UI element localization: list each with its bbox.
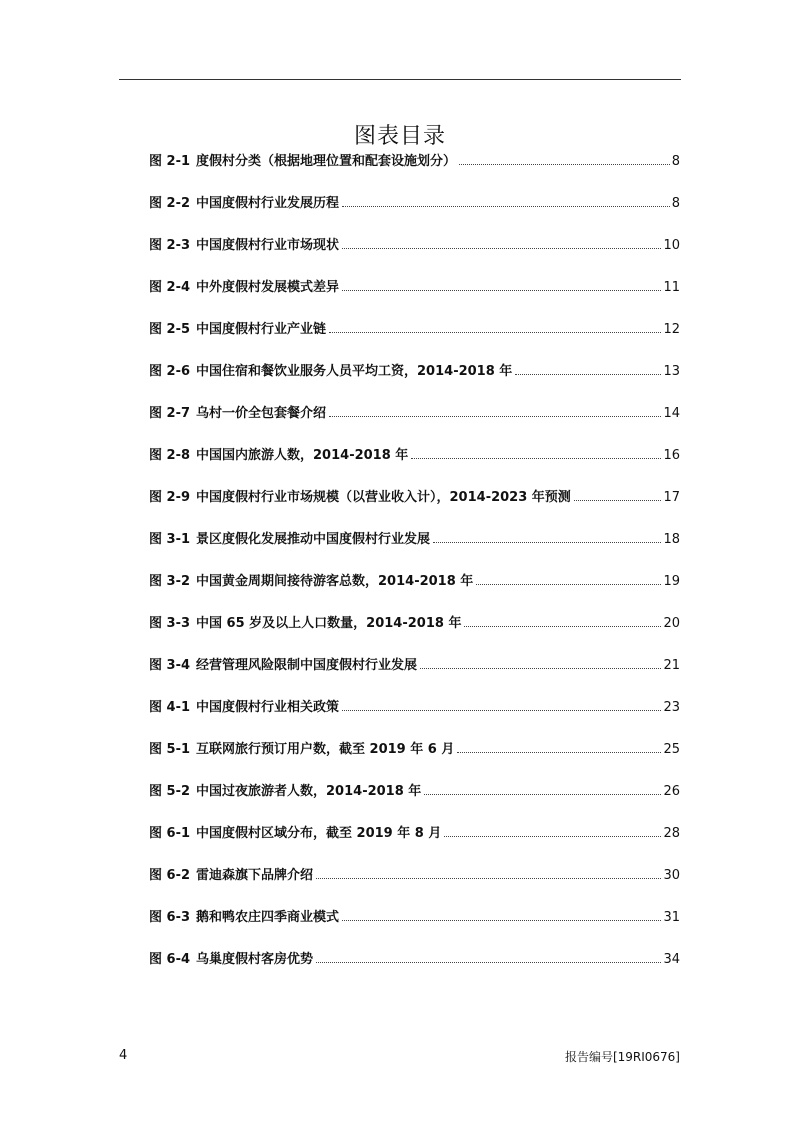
toc-entry-page: 30: [663, 868, 680, 883]
toc-entry-number: 图 2-9: [149, 490, 191, 505]
toc-entry-page: 12: [663, 322, 680, 337]
toc-entry-page: 31: [663, 910, 680, 925]
toc-leader-dots: [316, 948, 661, 963]
toc-entry-title: 中国度假村行业市场规模（以营业收入计），2014-2023 年预测: [196, 490, 571, 505]
toc-leader-dots: [433, 528, 661, 543]
toc-entry-title: 雷迪森旗下品牌介绍: [196, 868, 314, 883]
toc-leader-dots: [342, 276, 661, 291]
page-title: 图表目录: [353, 123, 446, 149]
toc-entry-title: 中国度假村行业发展历程: [196, 196, 340, 211]
toc-entry-label: [149, 824, 441, 844]
toc-leader-dots: [457, 738, 661, 753]
toc-entry[interactable]: [149, 486, 680, 528]
footer-page-number: 4: [119, 1048, 128, 1063]
toc-entry[interactable]: [149, 654, 680, 696]
toc-entry-title: 中国 65 岁及以上人口数量，2014-2018 年: [196, 616, 462, 631]
toc-entry-label: [149, 572, 473, 592]
toc-leader-dots: [420, 654, 661, 669]
toc-entry-label: [149, 236, 339, 256]
toc-entry-page: 16: [663, 448, 680, 463]
toc-entry-number: 图 2-5: [149, 322, 191, 337]
toc-entry-title: 中国黄金周期间接待游客总数，2014-2018 年: [196, 574, 474, 589]
toc-entry-title: 乌村一价全包套餐介绍: [196, 406, 327, 421]
toc-entry-label: [149, 908, 339, 928]
toc-leader-dots: [329, 402, 661, 417]
toc-leader-dots: [515, 360, 661, 375]
toc-entry-number: 图 6-1: [149, 826, 191, 841]
toc-entry-number: 图 6-3: [149, 910, 191, 925]
toc-entry-label: [149, 740, 454, 760]
toc-entry[interactable]: [149, 906, 680, 948]
toc-leader-dots: [329, 318, 661, 333]
toc-entry-number: 图 5-1: [149, 742, 191, 757]
toc-entry-page: 13: [663, 364, 680, 379]
toc-entry[interactable]: [149, 276, 680, 318]
footer-report-id: 报告编号[19RI0676]: [564, 1050, 680, 1064]
toc-entry-number: 图 2-3: [149, 238, 191, 253]
toc-entry-title: 互联网旅行预订用户数，截至 2019 年 6 月: [196, 742, 455, 757]
toc-leader-dots: [444, 822, 661, 837]
toc-leader-dots: [342, 234, 661, 249]
figure-index-list: [149, 150, 680, 990]
toc-entry[interactable]: [149, 612, 680, 654]
toc-entry-label: [149, 782, 421, 802]
toc-entry-page: 34: [663, 952, 680, 967]
toc-entry-page: 25: [663, 742, 680, 757]
toc-entry-page: 19: [663, 574, 680, 589]
toc-entry-label: [149, 614, 461, 634]
toc-entry-title: 中国国内旅游人数，2014-2018 年: [196, 448, 409, 463]
toc-entry-label: [149, 698, 339, 718]
toc-entry-label: [149, 194, 339, 214]
toc-entry-page: 11: [663, 280, 680, 295]
toc-leader-dots: [464, 612, 661, 627]
toc-entry-number: 图 5-2: [149, 784, 191, 799]
toc-entry-number: 图 4-1: [149, 700, 191, 715]
toc-entry-page: 18: [663, 532, 680, 547]
toc-entry-label: [149, 656, 417, 676]
toc-entry-page: 26: [663, 784, 680, 799]
toc-leader-dots: [342, 906, 661, 921]
toc-entry-page: 17: [663, 490, 680, 505]
toc-entry-label: [149, 866, 313, 886]
toc-entry[interactable]: [149, 318, 680, 360]
toc-entry[interactable]: [149, 528, 680, 570]
toc-entry[interactable]: [149, 192, 680, 234]
toc-entry-label: [149, 278, 339, 298]
toc-entry-title: 景区度假化发展推动中国度假村行业发展: [196, 532, 431, 547]
toc-entry-page: 8: [671, 196, 680, 211]
toc-entry-label: [149, 950, 313, 970]
toc-entry-title: 中国度假村行业市场现状: [196, 238, 340, 253]
toc-entry[interactable]: [149, 150, 680, 192]
toc-entry-number: 图 3-4: [149, 658, 191, 673]
toc-entry-title: 中国度假村行业相关政策: [196, 700, 340, 715]
toc-entry-title: 鹅和鸭农庄四季商业模式: [196, 910, 340, 925]
toc-entry-page: 23: [663, 700, 680, 715]
toc-leader-dots: [459, 150, 670, 165]
toc-leader-dots: [476, 570, 661, 585]
toc-entry-page: 21: [663, 658, 680, 673]
toc-entry-number: 图 3-1: [149, 532, 191, 547]
toc-entry-title: 度假村分类（根据地理位置和配套设施划分）: [196, 154, 457, 169]
toc-entry-title: 中国住宿和餐饮业服务人员平均工资，2014-2018 年: [196, 364, 513, 379]
toc-entry-number: 图 3-2: [149, 574, 191, 589]
toc-entry-title: 中国度假村区域分布，截至 2019 年 8 月: [196, 826, 442, 841]
toc-entry[interactable]: [149, 360, 680, 402]
header-rule: [119, 79, 681, 80]
toc-entry-number: 图 2-2: [149, 196, 191, 211]
toc-entry[interactable]: [149, 780, 680, 822]
toc-leader-dots: [424, 780, 661, 795]
toc-entry[interactable]: [149, 822, 680, 864]
toc-entry-title: 中国过夜旅游者人数，2014-2018 年: [196, 784, 422, 799]
toc-entry-label: [149, 488, 571, 508]
toc-leader-dots: [342, 696, 661, 711]
toc-entry-number: 图 3-3: [149, 616, 191, 631]
toc-entry[interactable]: [149, 444, 680, 486]
toc-entry-title: 乌巢度假村客房优势: [196, 952, 314, 967]
toc-entry-page: 10: [663, 238, 680, 253]
toc-entry-label: [149, 320, 326, 340]
toc-entry-number: 图 2-6: [149, 364, 191, 379]
toc-leader-dots: [342, 192, 670, 207]
toc-entry-number: 图 2-7: [149, 406, 191, 421]
toc-entry[interactable]: [149, 570, 680, 612]
toc-leader-dots: [574, 486, 662, 501]
toc-entry-page: 20: [663, 616, 680, 631]
toc-entry-title: 中国度假村行业产业链: [196, 322, 327, 337]
toc-entry-label: [149, 362, 512, 382]
toc-entry[interactable]: [149, 864, 680, 906]
toc-entry-number: 图 2-4: [149, 280, 191, 295]
toc-leader-dots: [316, 864, 661, 879]
toc-entry-page: 8: [671, 154, 680, 169]
toc-leader-dots: [411, 444, 661, 459]
toc-entry[interactable]: [149, 696, 680, 738]
toc-entry-label: [149, 530, 430, 550]
toc-entry[interactable]: [149, 738, 680, 780]
toc-entry-page: 14: [663, 406, 680, 421]
toc-entry-number: 图 2-8: [149, 448, 191, 463]
toc-entry-label: [149, 404, 326, 424]
toc-entry-title: 中外度假村发展模式差异: [196, 280, 340, 295]
toc-entry-label: [149, 152, 456, 172]
toc-entry-page: 28: [663, 826, 680, 841]
toc-entry[interactable]: [149, 402, 680, 444]
toc-entry[interactable]: [149, 234, 680, 276]
toc-entry-number: 图 6-2: [149, 868, 191, 883]
toc-entry-label: [149, 446, 408, 466]
toc-entry-title: 经营管理风险限制中国度假村行业发展: [196, 658, 418, 673]
toc-entry-number: 图 6-4: [149, 952, 191, 967]
toc-entry-number: 图 2-1: [149, 154, 191, 169]
toc-entry[interactable]: [149, 948, 680, 990]
